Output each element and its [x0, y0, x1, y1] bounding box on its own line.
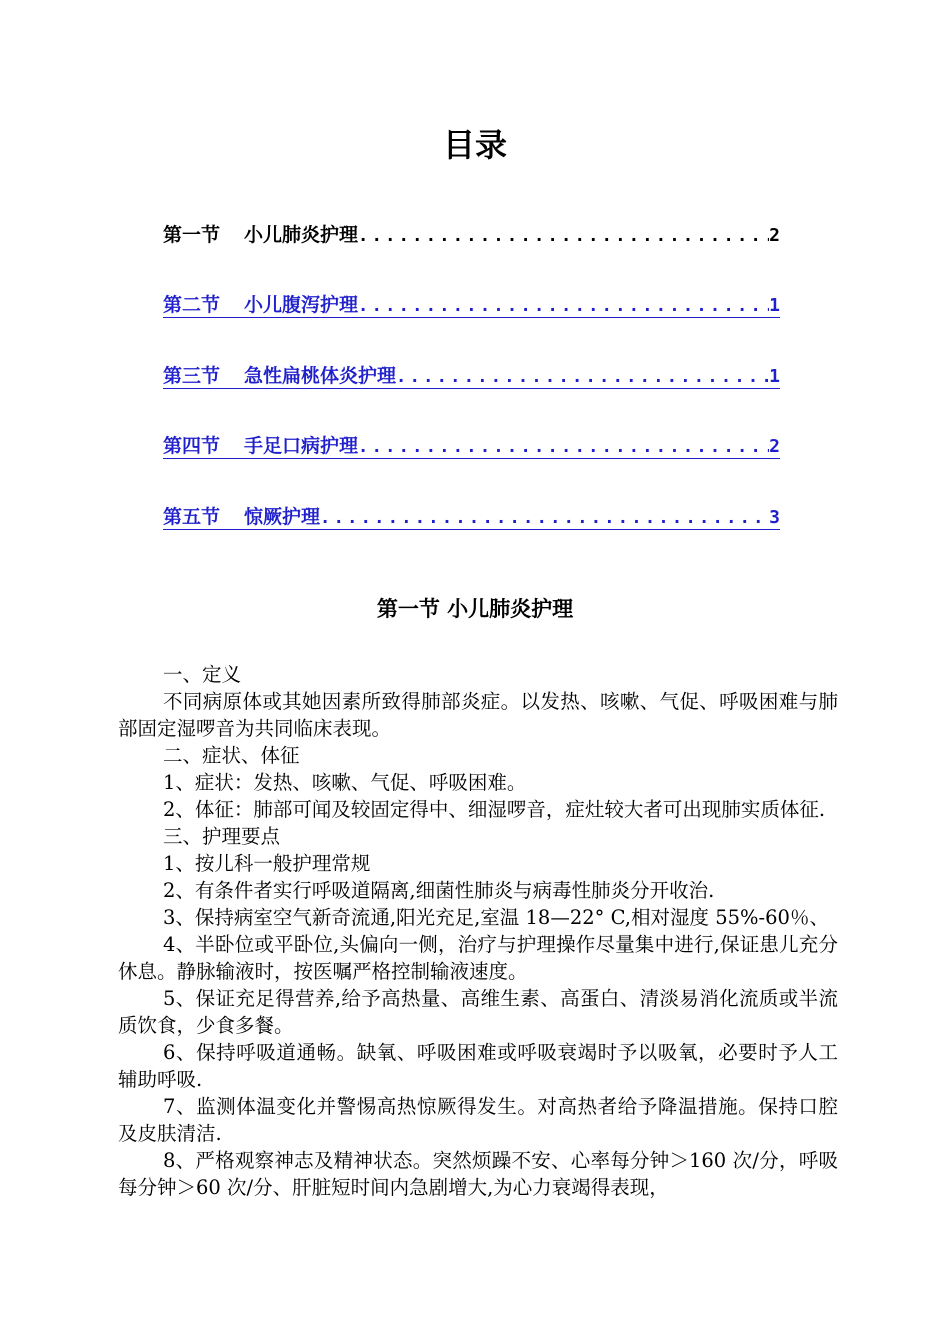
toc-entry-label: 小儿腹泻护理	[244, 294, 359, 316]
toc-entry-1[interactable]	[163, 220, 780, 250]
heading-definition: 一、定义	[163, 663, 242, 686]
toc-title: 目录	[442, 126, 507, 164]
section-body	[118, 661, 838, 1201]
toc-entry-section: 第一节	[163, 224, 221, 246]
paragraph: 6、保持呼吸道通畅。缺氧、呼吸困难或呼吸衰竭时予以吸氧，必要时予人工辅助呼吸.	[118, 1041, 838, 1091]
toc-link-2[interactable]	[163, 290, 780, 318]
paragraph: 7、监测体温变化并警惕高热惊厥得发生。对高热者给予降温措施。保持口腔及皮肤清洁.	[118, 1095, 838, 1145]
paragraph: 1、按儿科一般护理常规	[163, 852, 371, 875]
toc-entry-label: 手足口病护理	[244, 435, 359, 457]
toc-entry-section: 第二节	[163, 294, 221, 316]
toc-entry-page: 3	[769, 507, 780, 528]
paragraph: 5、保证充足得营养,给予高热量、高维生素、高蛋白、清淡易消化流质或半流质饮食，少食多餐。	[118, 987, 838, 1037]
toc-leader-dots	[320, 508, 769, 528]
toc-leader-dots	[358, 226, 769, 246]
toc-entry-section: 第五节	[163, 506, 221, 528]
section-heading: 第一节 小儿肺炎护理	[376, 597, 574, 621]
paragraph: 4、半卧位或平卧位,头偏向一侧，治疗与护理操作尽量集中进行,保证患儿充分休息。静脉输液时，按医嘱严格控制输液速度。	[118, 933, 838, 983]
toc-entry-label: 急性扁桃体炎护理	[244, 365, 397, 387]
paragraph: 3、保持病室空气新奇流通,阳光充足,室温 18—22° C,相对湿度 55%-60％、	[163, 906, 829, 929]
paragraph: 不同病原体或其她因素所致得肺部炎症。以发热、咳嗽、气促、呼吸困难与肺部固定湿啰音为共同临床表现。	[118, 690, 838, 740]
toc-link-4[interactable]	[163, 431, 780, 459]
toc-leader-dots	[358, 296, 769, 316]
toc-leader-dots	[358, 437, 769, 457]
toc-leader-dots	[396, 367, 769, 387]
heading-nursing-points: 三、护理要点	[163, 825, 281, 848]
toc-entry-page: 2	[769, 436, 780, 457]
toc-entry-page: 1	[769, 366, 780, 387]
paragraph: 8、严格观察神志及精神状态。突然烦躁不安、心率每分钟＞160 次/分，呼吸每分钟＞60 次/分、肝脏短时间内急剧增大,为心力衰竭得表现，	[118, 1149, 838, 1199]
paragraph: 2、有条件者实行呼吸道隔离,细菌性肺炎与病毒性肺炎分开收治.	[163, 879, 715, 902]
toc-link-5[interactable]	[163, 502, 780, 530]
toc-entry-section: 第四节	[163, 435, 221, 457]
toc-entry-page: 2	[769, 225, 780, 246]
toc-entry-label: 小儿肺炎护理	[244, 224, 359, 246]
toc-entry-page: 1	[769, 295, 780, 316]
toc-entry-label: 惊厥护理	[244, 506, 321, 528]
toc-link-3[interactable]	[163, 361, 780, 389]
toc-entry-section: 第三节	[163, 365, 221, 387]
heading-symptoms: 二、症状、体征	[163, 744, 300, 767]
paragraph: 2、体征：肺部可闻及较固定得中、细湿啰音，症灶较大者可出现肺实质体征.	[163, 798, 826, 821]
paragraph: 1、症状：发热、咳嗽、气促、呼吸困难。	[163, 771, 527, 794]
